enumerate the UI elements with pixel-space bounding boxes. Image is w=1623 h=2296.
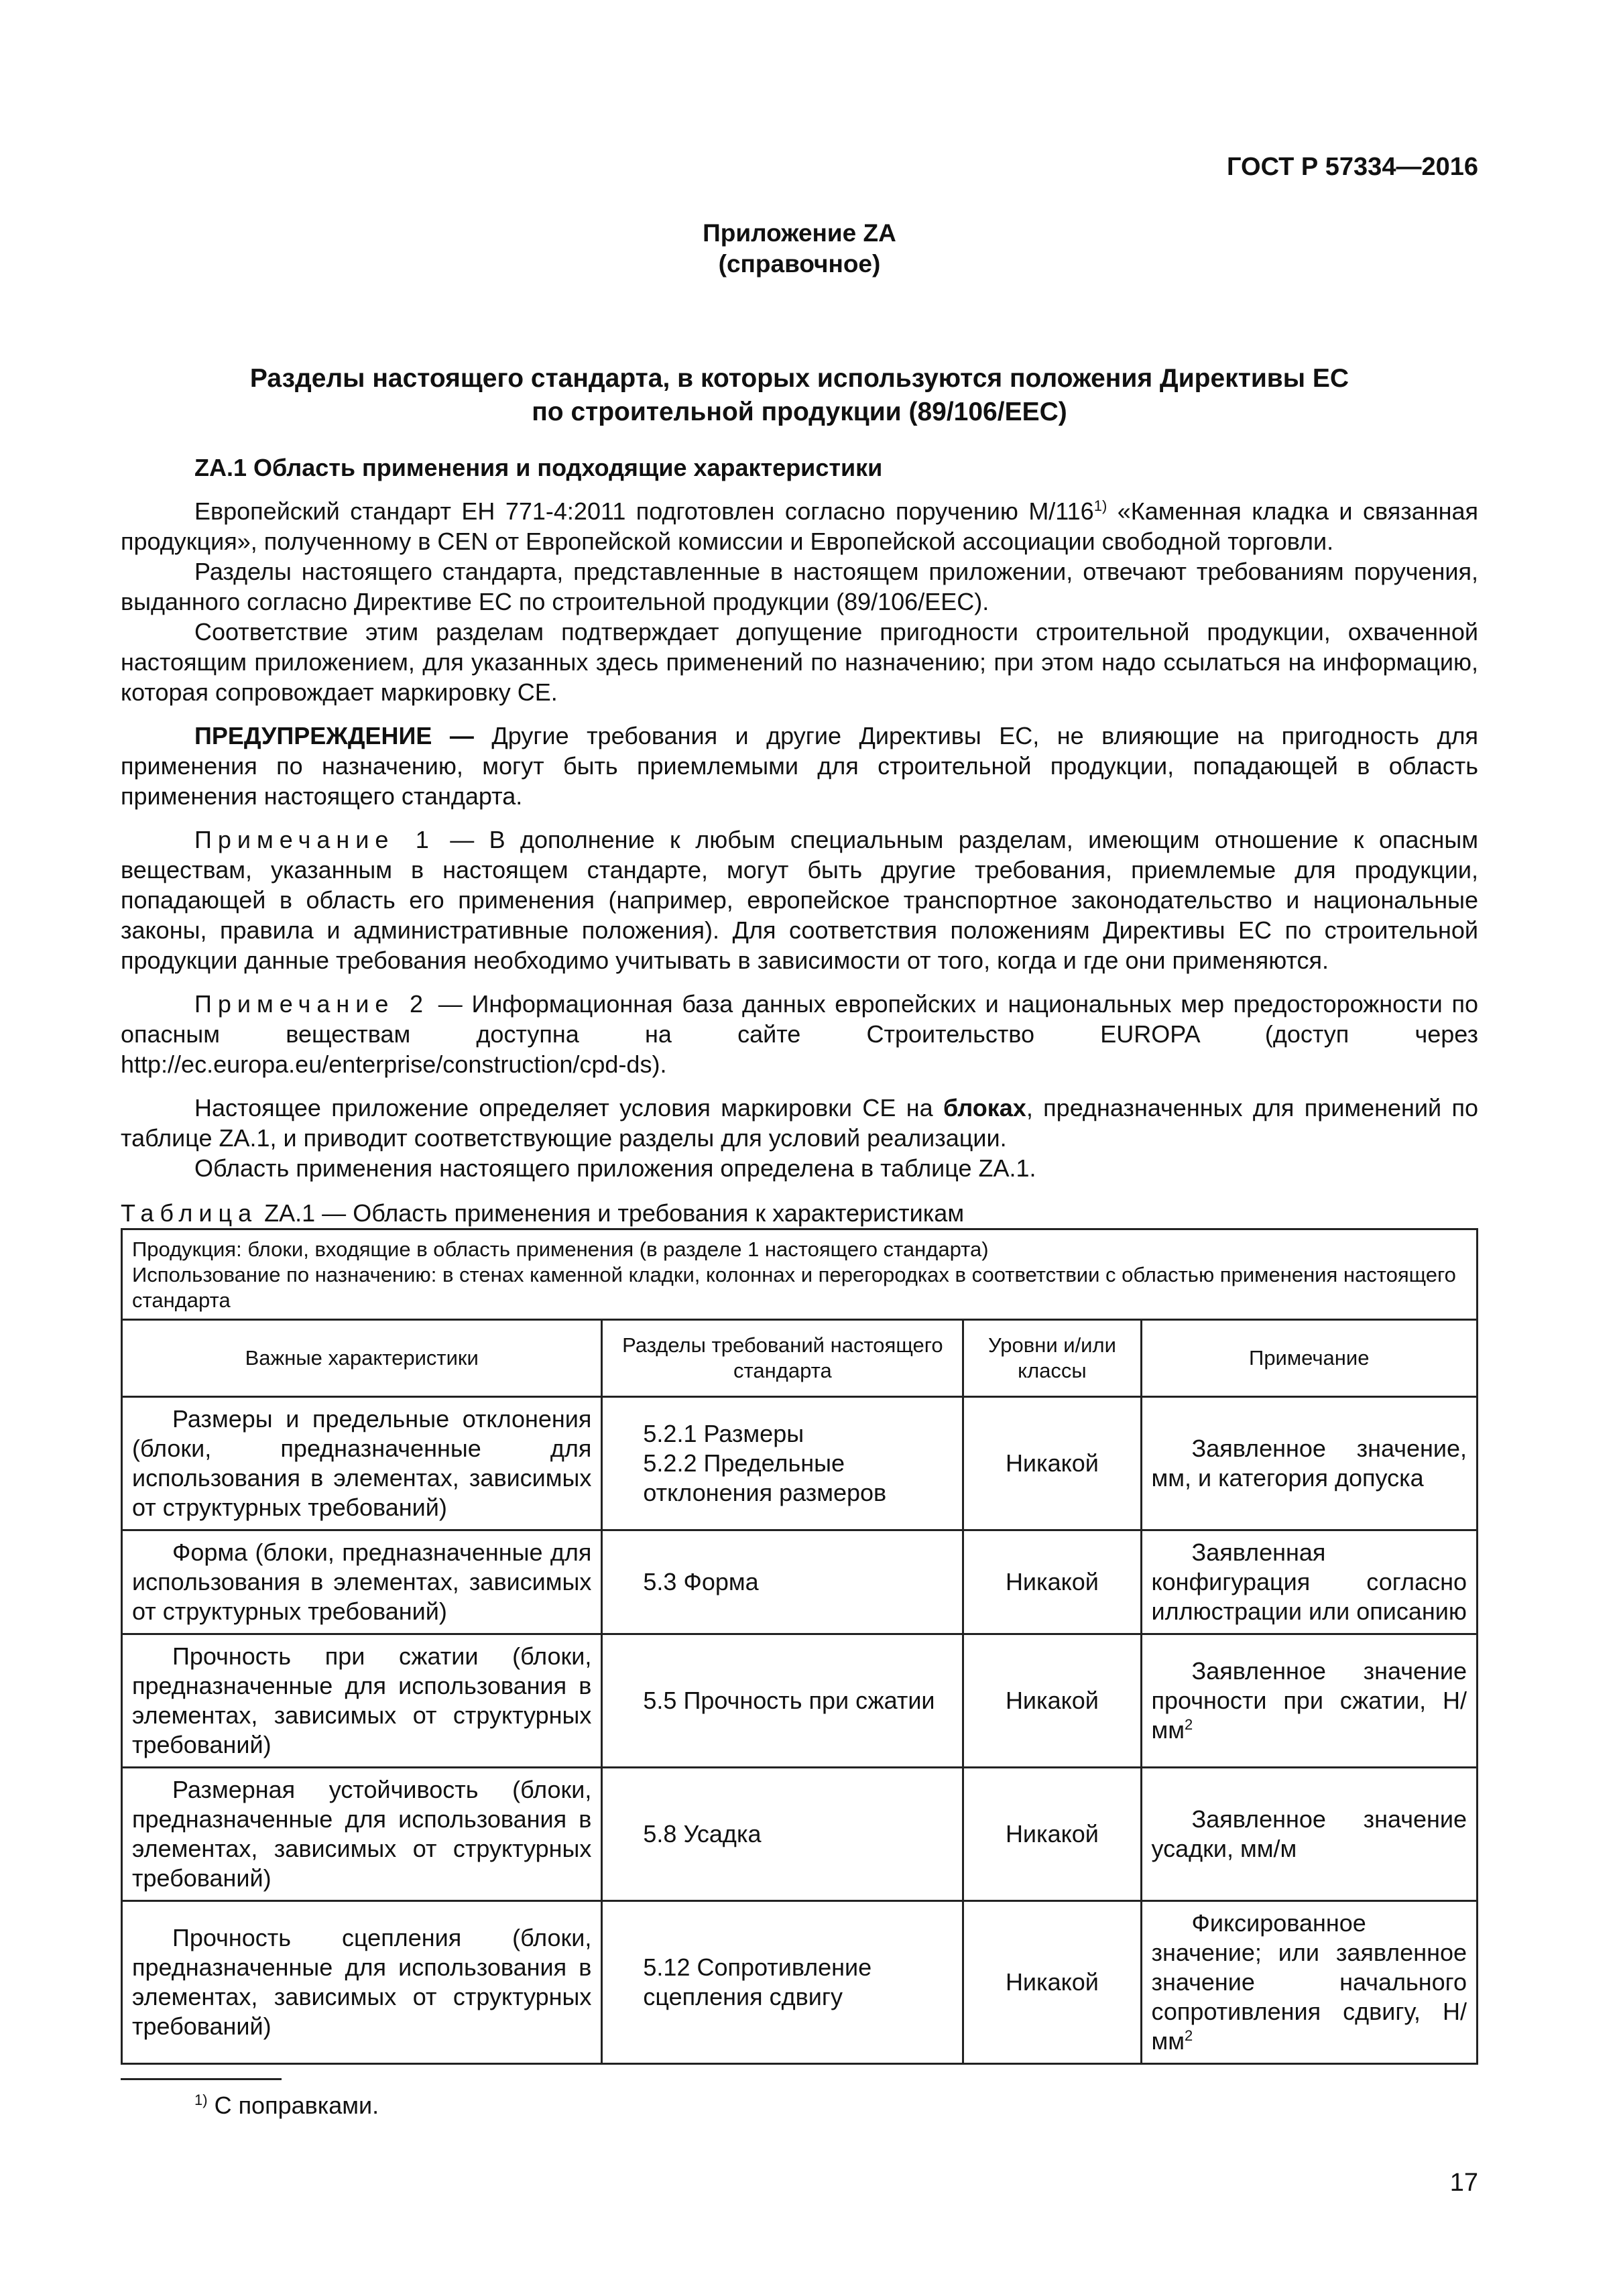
note-1-text: — В дополнение к любым специальным разделам, имеющим отношение к опасным веществам, указанным в настоящем стандарте, могут быть другие требования, приемлемые для продукции, попадающей в область его применения (например, европейское транспортное законодательство и национальные законы, правила и административные положения). Для соответствия положениям Директивы ЕС по строительной продукции данные требования необходимо учитывать в зависимости от того, когда и где они применяются. — [121, 826, 1478, 974]
paragraph-1-text: Европейский стандарт ЕН 771-4:2011 подготовлен согласно поручению М/116 — [194, 497, 1094, 525]
warning-label: ПРЕДУПРЕЖДЕНИЕ — — [194, 722, 474, 749]
characteristic-cell: Форма (блоки, предназначенные для использования в элементах, зависимых от структурных требований) — [122, 1530, 602, 1634]
level-cell: Никакой — [963, 1634, 1141, 1768]
scope-table — [121, 1228, 1478, 2065]
note-1-label: Примечание 1 — [194, 826, 435, 853]
characteristic-cell: Размерная устойчивость (блоки, предназначенные для использования в элементах, зависимых от структурных требований) — [122, 1768, 602, 1901]
section-title — [121, 362, 1478, 429]
header-sections: Разделы требований настоящего стандарта — [602, 1320, 963, 1397]
note-2-end: ). — [652, 1050, 667, 1078]
level-cell: Никакой — [963, 1901, 1141, 2064]
note-2-text: — Информационная база данных европейских и национальных мер предосторожности по опасным веществам доступна на сайте Строительство EUROPA (доступ через — [121, 990, 1478, 1048]
note-2 — [121, 989, 1478, 1079]
note-sup: 2 — [1185, 1716, 1193, 1733]
annex-title: Приложение ZA — [703, 219, 896, 247]
paragraph-2: Разделы настоящего стандарта, представленные в настоящем приложении, отвечают требованиям поручения, выданного согласно Директиве ЕС по строительной продукции (89/106/EEC). — [121, 558, 1478, 615]
table-row — [122, 1768, 1478, 1901]
level-cell: Никакой — [963, 1768, 1141, 1901]
note-cell — [1141, 1901, 1478, 2064]
table-caption-text: ZA.1 — Область применения и требования к характеристикам — [257, 1199, 965, 1227]
section-ref: 5.2.2 Предельные отклонения размеров — [643, 1449, 887, 1506]
table-row — [122, 1634, 1478, 1768]
paragraph-4-bold: блоках — [943, 1094, 1026, 1122]
footnote — [194, 2092, 379, 2120]
table-row — [122, 1901, 1478, 2064]
note-1 — [121, 825, 1478, 975]
usage-line: Использование по назначению: в стенах каменной кладки, колоннах и перегородках в соответствии с областью применения настоящего стандарта — [132, 1263, 1456, 1312]
section-cell — [602, 1634, 963, 1768]
level-cell: Никакой — [963, 1397, 1141, 1530]
product-line: Продукция: блоки, входящие в область применения (в разделе 1 настоящего стандарта) — [132, 1237, 989, 1261]
section-cell — [602, 1397, 963, 1530]
section-cell — [602, 1901, 963, 2064]
table-caption-label: Таблица — [121, 1199, 258, 1227]
characteristic-cell: Прочность при сжатии (блоки, предназначенные для использования в элементах, зависимых от структурных требований) — [122, 1634, 602, 1768]
footnote-divider — [121, 2078, 282, 2080]
header-characteristics: Важные характеристики — [122, 1320, 602, 1397]
table-row — [122, 1530, 1478, 1634]
note-cell — [1141, 1768, 1478, 1901]
characteristic-cell: Прочность сцепления (блоки, предназначенные для использования в элементах, зависимых от структурных требований) — [122, 1901, 602, 2064]
header-note: Примечание — [1141, 1320, 1478, 1397]
note-sup: 2 — [1185, 2027, 1193, 2044]
footnote-marker: 1) — [194, 2092, 208, 2108]
document-body — [121, 452, 1478, 1228]
paragraph-5: Область применения настоящего приложения определена в таблице ZA.1. — [194, 1154, 1036, 1182]
paragraph-4-text-end: , предназначенных для применений по таблице ZA.1, и приводит соответствующие разделы для условий реализации. — [121, 1094, 1479, 1152]
paragraph-1 — [121, 496, 1478, 556]
section-title-line1: Разделы настоящего стандарта, в которых используются положения Директивы ЕС — [249, 364, 1349, 393]
table-row — [122, 1397, 1478, 1530]
paragraph-4 — [121, 1093, 1478, 1153]
note-cell — [1141, 1530, 1478, 1634]
note-cell — [1141, 1397, 1478, 1530]
characteristic-cell: Размеры и предельные отклонения (блоки, предназначенные для использования в элементах, зависимых от структурных требований) — [122, 1397, 602, 1530]
note-text: Заявленное значение, мм, и категория допуска — [1151, 1435, 1467, 1492]
note-2-label: Примечание 2 — [194, 990, 430, 1018]
product-cell — [122, 1229, 1478, 1320]
paragraph-4-text: Настоящее приложение определяет условия маркировки СЕ на — [194, 1094, 944, 1122]
note-text: Фиксированное значение; или заявленное значение начального сопротивления сдвигу, Н/мм — [1151, 1909, 1467, 2055]
europa-link[interactable]: http://ec.europa.eu/enterprise/construction/cpd-ds — [121, 1050, 652, 1078]
note-text: Заявленная конфигурация согласно иллюстрации или описанию — [1151, 1538, 1467, 1625]
header-levels: Уровни и/или классы — [963, 1320, 1141, 1397]
note-text: Заявленное значение усадки, мм/м — [1151, 1805, 1467, 1862]
section-ref: 5.3 Форма — [643, 1568, 759, 1595]
paragraph-1-text-end: «Каменная кладка и связанная продукция», полученному в CEN от Европейской комиссии и Европейской ассоциации свободной торговли. — [121, 497, 1478, 555]
section-ref: 5.2.1 Размеры — [643, 1420, 804, 1447]
level-cell: Никакой — [963, 1530, 1141, 1634]
note-cell — [1141, 1634, 1478, 1768]
paragraph-3: Соответствие этим разделам подтверждает допущение пригодности строительной продукции, охваченной настоящим приложением, для указанных здесь применений по назначению; при этом надо ссылаться на информацию, которая сопровождает маркировку СЕ. — [121, 618, 1478, 706]
table-caption — [121, 1198, 1478, 1228]
section-ref: 5.8 Усадка — [643, 1820, 762, 1848]
section-ref: 5.12 Сопротивление сцепления сдвигу — [643, 1953, 872, 2010]
note-text: Заявленное значение прочности при сжатии, Н/мм — [1151, 1657, 1467, 1744]
section-title-line2: по строительной продукции (89/106/EEC) — [532, 398, 1067, 426]
section-ref: 5.5 Прочность при сжатии — [643, 1687, 935, 1714]
warning-paragraph — [121, 721, 1478, 811]
annex-type: (справочное) — [718, 250, 881, 278]
footnote-text: С поправками. — [207, 2092, 379, 2119]
section-cell — [602, 1768, 963, 1901]
footnote-ref: 1) — [1093, 497, 1107, 514]
annex-heading — [121, 218, 1478, 280]
section-cell — [602, 1530, 963, 1634]
page-number: 17 — [1449, 2169, 1478, 2197]
subsection-heading: ZA.1 Область применения и подходящие характеристики — [194, 454, 883, 481]
warning-text: Другие требования и другие Директивы ЕС, не влияющие на пригодность для применения по назначению, могут быть приемлемыми для строительной продукции, попадающей в область применения настоящего стандарта. — [121, 722, 1478, 810]
standard-number: ГОСТ Р 57334—2016 — [1227, 153, 1478, 181]
